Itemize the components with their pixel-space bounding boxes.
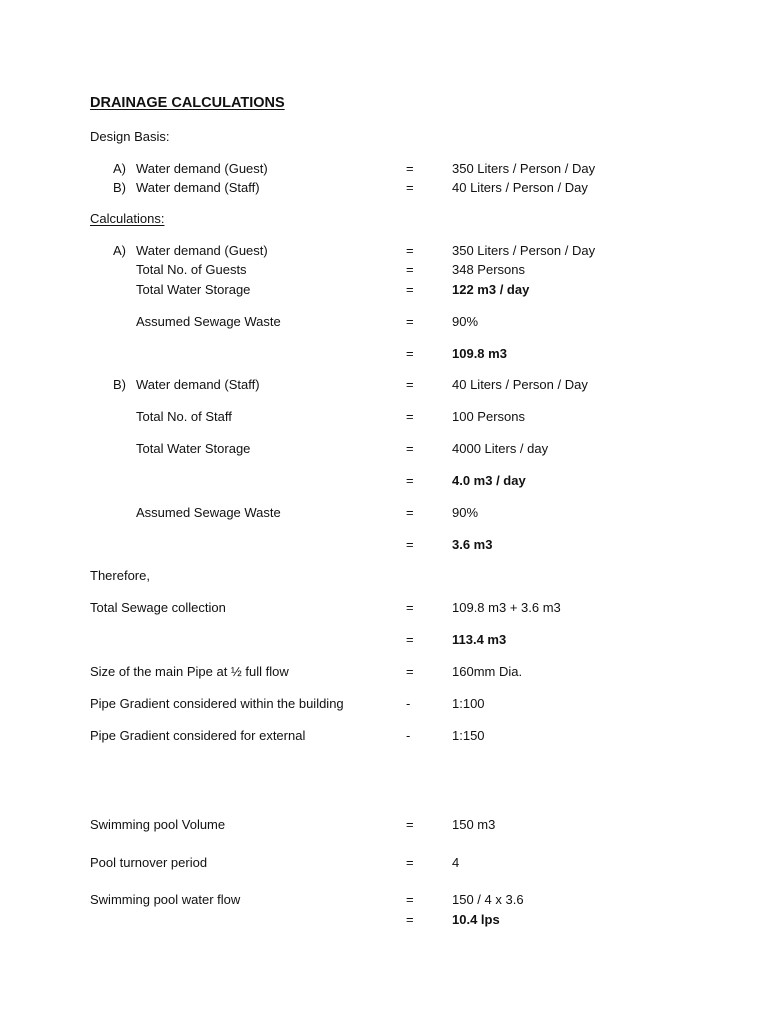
row-label: Total Sewage collection [90, 600, 226, 615]
calc-row [0, 408, 768, 426]
row-value: 90% [452, 314, 479, 329]
row-label: Water demand (Guest) [136, 243, 268, 258]
row-label: Pipe Gradient considered for external [90, 728, 306, 743]
calc-row [0, 345, 768, 363]
design-basis-heading: Design Basis: [90, 129, 170, 144]
row-operator: = [406, 262, 414, 277]
row-label: Water demand (Staff) [136, 377, 260, 392]
item-letter: A) [113, 243, 126, 258]
calculations-heading: Calculations: [90, 211, 165, 226]
row-value: 4 [452, 855, 460, 870]
row-operator: - [406, 728, 411, 743]
row-operator: = [406, 505, 414, 520]
pool-row [0, 911, 768, 929]
design-basis-row [0, 160, 768, 178]
row-operator: = [406, 314, 414, 329]
row-label: Total No. of Staff [136, 409, 232, 424]
row-operator: = [406, 664, 414, 679]
calc-row [0, 440, 768, 458]
row-value: 4.0 m3 / day [452, 473, 526, 488]
row-label: Water demand (Staff) [136, 180, 260, 195]
summary-row [0, 631, 768, 649]
summary-row [0, 599, 768, 617]
row-value: 109.8 m3 [452, 346, 507, 361]
row-value: 150 / 4 x 3.6 [452, 892, 524, 907]
calc-row [0, 376, 768, 394]
row-value: 350 Liters / Person / Day [452, 243, 596, 258]
row-label: Assumed Sewage Waste [136, 505, 281, 520]
row-label: Water demand (Guest) [136, 161, 268, 176]
row-label: Total No. of Guests [136, 262, 247, 277]
row-operator: = [406, 473, 414, 488]
row-operator: = [406, 632, 414, 647]
row-value: 1:100 [452, 696, 485, 711]
item-letter: A) [113, 161, 126, 176]
row-operator: = [406, 180, 414, 195]
row-value: 40 Liters / Person / Day [452, 180, 588, 195]
row-operator: = [406, 377, 414, 392]
row-operator: = [406, 282, 414, 297]
row-label: Size of the main Pipe at ½ full flow [90, 664, 289, 679]
row-value: 122 m3 / day [452, 282, 530, 297]
row-label: Pool turnover period [90, 855, 208, 870]
row-operator: = [406, 161, 414, 176]
row-operator: = [406, 243, 414, 258]
pool-row [0, 854, 768, 872]
design-basis-row [0, 179, 768, 197]
row-value: 150 m3 [452, 817, 496, 832]
row-label: Pipe Gradient considered within the building [90, 696, 344, 711]
row-operator: = [406, 817, 414, 832]
calc-row [0, 242, 768, 260]
row-operator: = [406, 537, 414, 552]
calc-row [0, 472, 768, 490]
calc-row [0, 536, 768, 554]
row-operator: = [406, 855, 414, 870]
pool-row [0, 816, 768, 834]
row-value: 160mm Dia. [452, 664, 523, 679]
row-operator: = [406, 409, 414, 424]
row-value: 113.4 m3 [452, 632, 507, 647]
therefore-text: Therefore, [90, 568, 150, 583]
row-value: 109.8 m3 + 3.6 m3 [452, 600, 561, 615]
row-operator: = [406, 892, 414, 907]
row-label: Total Water Storage [136, 282, 251, 297]
calc-row [0, 261, 768, 279]
row-value: 10.4 lps [452, 912, 500, 927]
row-operator: = [406, 600, 414, 615]
calc-row [0, 504, 768, 522]
row-operator: = [406, 346, 414, 361]
row-label: Swimming pool water flow [90, 892, 241, 907]
row-value: 1:150 [452, 728, 485, 743]
row-value: 100 Persons [452, 409, 525, 424]
row-label: Swimming pool Volume [90, 817, 226, 832]
row-value: 3.6 m3 [452, 537, 493, 552]
row-value: 40 Liters / Person / Day [452, 377, 588, 392]
row-operator: = [406, 441, 414, 456]
row-label: Assumed Sewage Waste [136, 314, 281, 329]
row-operator: = [406, 912, 414, 927]
pool-row [0, 891, 768, 909]
summary-row [0, 727, 768, 745]
row-label: Total Water Storage [136, 441, 251, 456]
row-value: 4000 Liters / day [452, 441, 549, 456]
calc-row [0, 313, 768, 331]
document-title: DRAINAGE CALCULATIONS [90, 95, 285, 111]
item-letter: B) [113, 377, 126, 392]
row-value: 348 Persons [452, 262, 525, 277]
row-operator: - [406, 696, 411, 711]
calc-row [0, 281, 768, 299]
row-value: 90% [452, 505, 479, 520]
summary-row [0, 663, 768, 681]
item-letter: B) [113, 180, 126, 195]
row-value: 350 Liters / Person / Day [452, 161, 596, 176]
summary-row [0, 695, 768, 713]
